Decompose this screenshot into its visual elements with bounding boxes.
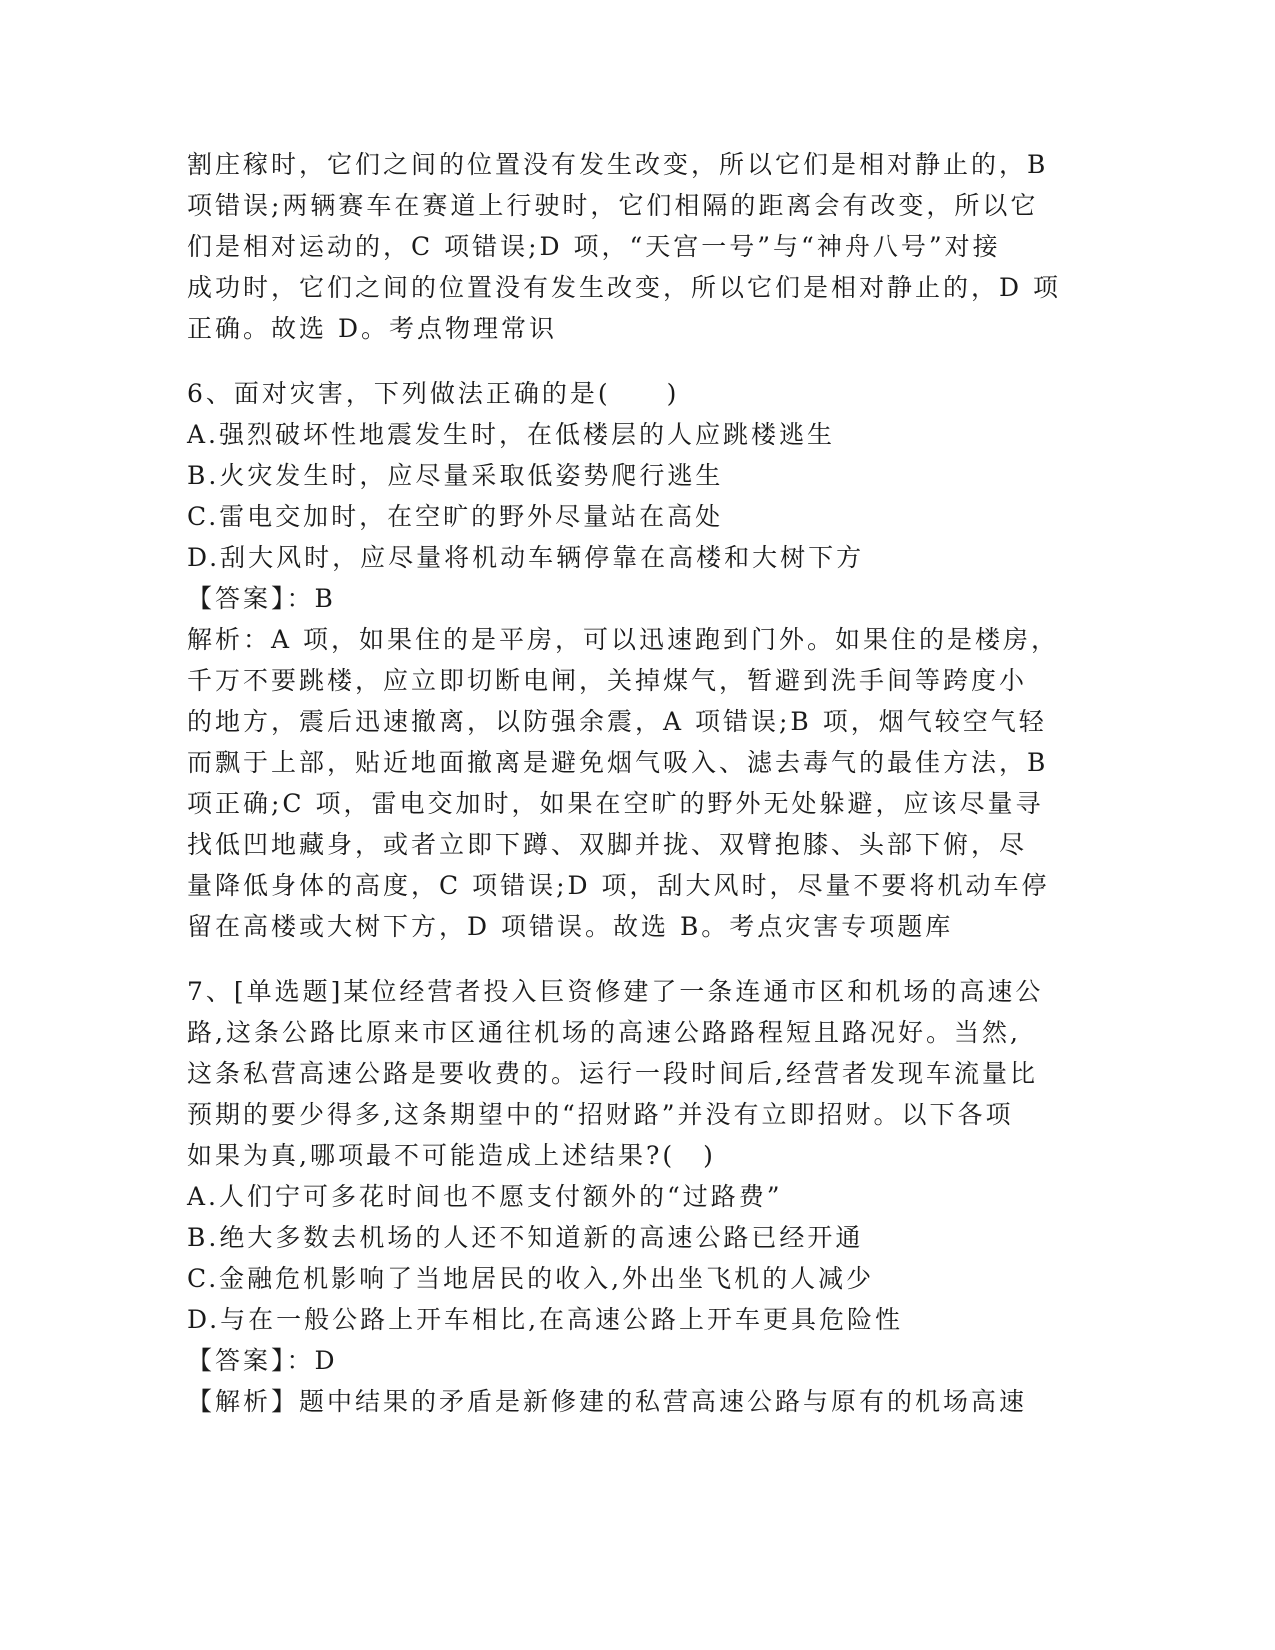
analysis-line: 而飘于上部，贴近地面撤离是避免烟气吸入、滤去毒气的最佳方法，B	[187, 748, 1049, 777]
question-stem: 6、面对灾害，下列做法正确的是( )	[187, 379, 680, 408]
answer-line: 【答案】：B	[187, 584, 336, 613]
option-b: B.火灾发生时，应尽量采取低姿势爬行逃生	[187, 461, 724, 490]
text-line: 们是相对运动的，C 项错误;D 项，“天宫一号”与“神舟八号”对接	[187, 232, 1001, 261]
analysis-line: 量降低身体的高度，C 项错误;D 项，刮大风时，尽量不要将机动车停	[187, 871, 1050, 900]
option-c: C.金融危机影响了当地居民的收入,外出坐飞机的人减少	[187, 1264, 875, 1293]
option-d: D.刮大风时，应尽量将机动车辆停靠在高楼和大树下方	[187, 543, 865, 572]
analysis-line: 项正确;C 项，雷电交加时，如果在空旷的野外无处躲避，应该尽量寻	[187, 789, 1044, 818]
question-7	[187, 971, 1087, 1422]
question-stem-line: 这条私营高速公路是要收费的。运行一段时间后,经营者发现车流量比	[187, 1059, 1038, 1088]
text-line: 割庄稼时，它们之间的位置没有发生改变，所以它们是相对静止的，B	[187, 150, 1049, 179]
analysis-line: 解析：A 项，如果住的是平房，可以迅速跑到门外。如果住的是楼房，	[187, 625, 1060, 654]
option-c: C.雷电交加时，在空旷的野外尽量站在高处	[187, 502, 724, 531]
question-stem-line: 如果为真,哪项最不可能造成上述结果?( )	[187, 1141, 716, 1170]
analysis-line: 找低凹地藏身，或者立即下蹲、双脚并拢、双臂抱膝、头部下俯，尽	[187, 830, 1028, 859]
question-stem-line: 路,这条公路比原来市区通往机场的高速公路路程短且路况好。当然,	[187, 1018, 1021, 1047]
question-6	[187, 373, 1087, 947]
option-b: B.绝大多数去机场的人还不知道新的高速公路已经开通	[187, 1223, 864, 1252]
option-d: D.与在一般公路上开车相比,在高速公路上开车更具危险性	[187, 1305, 904, 1334]
analysis-line: 千万不要跳楼，应立即切断电闸，关掉煤气，暂避到洗手间等跨度小	[187, 666, 1028, 695]
option-a: A.强烈破坏性地震发生时，在低楼层的人应跳楼逃生	[187, 420, 836, 449]
text-line: 正确。故选 D。考点物理常识	[187, 314, 557, 343]
text-line: 成功时，它们之间的位置没有发生改变，所以它们是相对静止的，D 项	[187, 273, 1061, 302]
document-body	[187, 144, 1087, 1422]
analysis-line: 【解析】题中结果的矛盾是新修建的私营高速公路与原有的机场高速	[187, 1387, 1028, 1416]
option-a: A.人们宁可多花时间也不愿支付额外的“过路费”	[187, 1182, 783, 1211]
question-stem-line: 7、[单选题]某位经营者投入巨资修建了一条连通市区和机场的高速公	[187, 977, 1044, 1006]
analysis-line: 的地方，震后迅速撤离，以防强余震，A 项错误;B 项，烟气较空气轻	[187, 707, 1047, 736]
answer-line: 【答案】：D	[187, 1346, 338, 1375]
paragraph-gap	[187, 947, 1087, 971]
question-stem-line: 预期的要少得多,这条期望中的“招财路”并没有立即招财。以下各项	[187, 1100, 1014, 1129]
text-line: 项错误;两辆赛车在赛道上行驶时，它们相隔的距离会有改变，所以它	[187, 191, 1039, 220]
paragraph-gap	[187, 349, 1087, 373]
analysis-line: 留在高楼或大树下方，D 项错误。故选 B。考点灾害专项题库	[187, 912, 954, 941]
previous-analysis-continued	[187, 144, 1087, 349]
